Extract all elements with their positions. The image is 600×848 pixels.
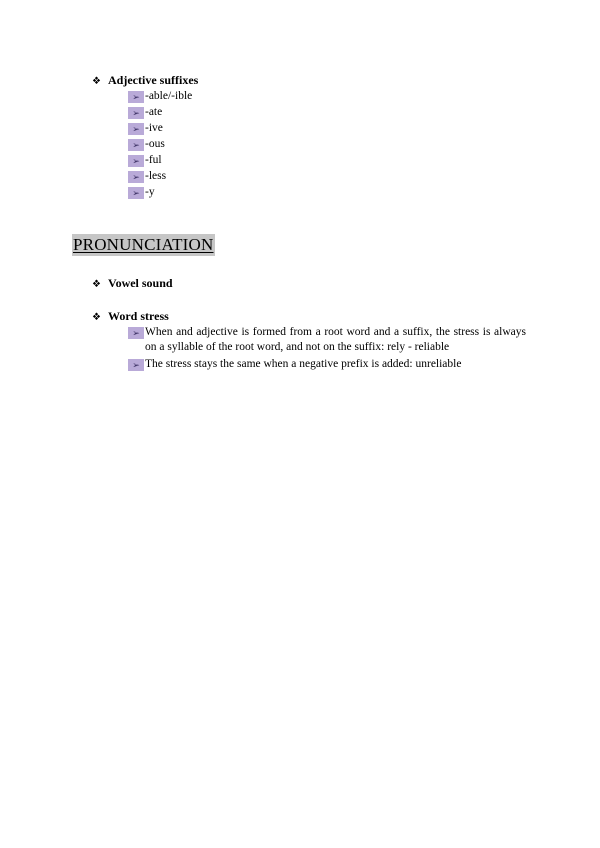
suffix-ful: -ful xyxy=(145,154,162,166)
suffix-less: -less xyxy=(145,170,167,182)
adjective-suffixes-label: Adjective suffixes xyxy=(108,73,199,87)
vowel-sound-label: Vowel sound xyxy=(108,276,173,290)
adjective-suffixes-heading xyxy=(92,73,198,89)
arrow-bullet-icon: ➢ xyxy=(128,139,144,151)
suffix-ive: -ive xyxy=(145,122,163,134)
arrow-bullet-icon: ➢ xyxy=(128,171,144,183)
word-stress-point xyxy=(128,325,526,355)
list-item xyxy=(128,137,165,152)
list-item xyxy=(128,169,166,184)
arrow-bullet-icon: ➢ xyxy=(128,359,144,371)
diamond-bullet-icon: ❖ xyxy=(92,279,101,290)
word-stress-point xyxy=(128,357,526,372)
suffix-able-ible: -able/-ible xyxy=(145,90,193,102)
suffix-ate: -ate xyxy=(145,106,163,118)
word-stress-point-text: When and adjective is formed from a root word and a suffix, the stress is always on a syllable of the root word, and not on the suffix: rely - reliable xyxy=(145,326,526,353)
word-stress-heading xyxy=(92,309,169,325)
suffix-ous: -ous xyxy=(145,138,165,150)
list-item xyxy=(128,153,162,168)
pronunciation-title: PRONUNCIATION xyxy=(73,235,214,254)
suffix-y: -y xyxy=(145,186,155,198)
list-item xyxy=(128,89,192,104)
word-stress-label: Word stress xyxy=(108,309,169,323)
arrow-bullet-icon: ➢ xyxy=(128,327,144,339)
diamond-bullet-icon: ❖ xyxy=(92,312,101,323)
list-item xyxy=(128,185,155,200)
arrow-bullet-icon: ➢ xyxy=(128,187,144,199)
list-item xyxy=(128,105,162,120)
vowel-sound-heading xyxy=(92,276,173,292)
arrow-bullet-icon: ➢ xyxy=(128,155,144,167)
arrow-bullet-icon: ➢ xyxy=(128,107,144,119)
arrow-bullet-icon: ➢ xyxy=(128,123,144,135)
arrow-bullet-icon: ➢ xyxy=(128,91,144,103)
word-stress-point-text: The stress stays the same when a negative prefix is added: unreliable xyxy=(145,358,462,370)
list-item xyxy=(128,121,163,136)
diamond-bullet-icon: ❖ xyxy=(92,76,101,87)
